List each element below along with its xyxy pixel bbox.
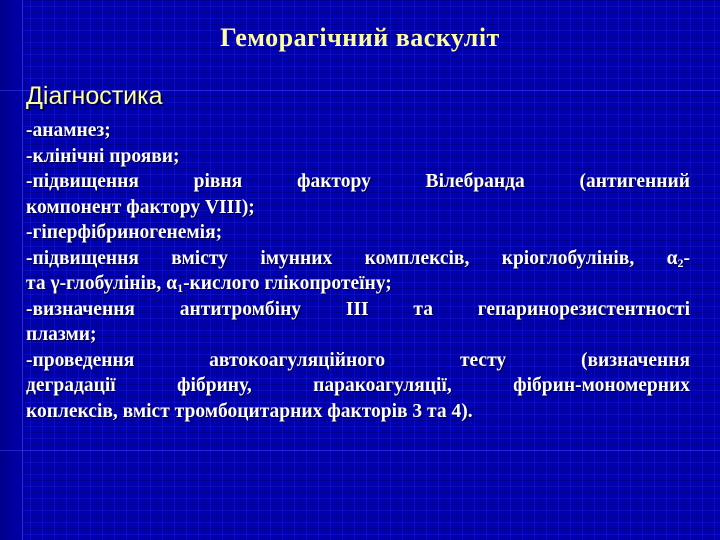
list-item-anamnesis [26,118,690,144]
list-item-line: деградації фібрину, паракоагуляції, фібрин-мономерних [26,375,690,396]
left-decorative-bar [0,0,23,540]
list-item-text: -підвищення вмісту імунних комплексів, кріоглобулінів, α [26,247,678,269]
list-item-line [26,271,690,297]
list-item-text: та γ-глобулінів, α [26,273,178,294]
list-item-text: - [683,247,690,269]
list-item-line: компонент фактору VIII); [26,196,255,218]
list-item-line: -проведення автокоагуляційного тесту (визначення [26,349,690,371]
list-item-text: -кислого глікопротеїну; [183,273,392,294]
list-item-clinical [26,144,690,170]
list-item-line: коплексів, вміст тромбоцитарних факторів 3 та 4). [26,400,473,422]
list-item-hyperfibrinogenemia [26,220,690,246]
slide-title: Геморагічний васкуліт [220,23,500,52]
background-grid-line [0,450,720,451]
list-item-text: -гіперфібриногенемія; [26,222,223,243]
list-item-line: плазми; [26,324,97,345]
list-item-willebrand [26,169,690,220]
list-item-text: -клінічні прояви; [26,145,180,167]
list-item-line [26,246,690,272]
list-item-antithrombin [26,297,690,348]
subscript: 2 [677,255,684,270]
list-item-autocoagulation [26,348,690,425]
list-item-line: -визначення антитромбіну ІІІ та гепаринорезистентності [26,298,690,320]
subscript: 1 [177,281,184,295]
list-item-immune-complexes [26,246,690,297]
list-item-text: -анамнез; [26,120,111,141]
diagnostics-list [26,118,690,424]
section-heading: Діагностика [26,82,163,110]
list-item-line: -підвищення рівня фактору Вілебранда (антигенний [26,171,690,192]
